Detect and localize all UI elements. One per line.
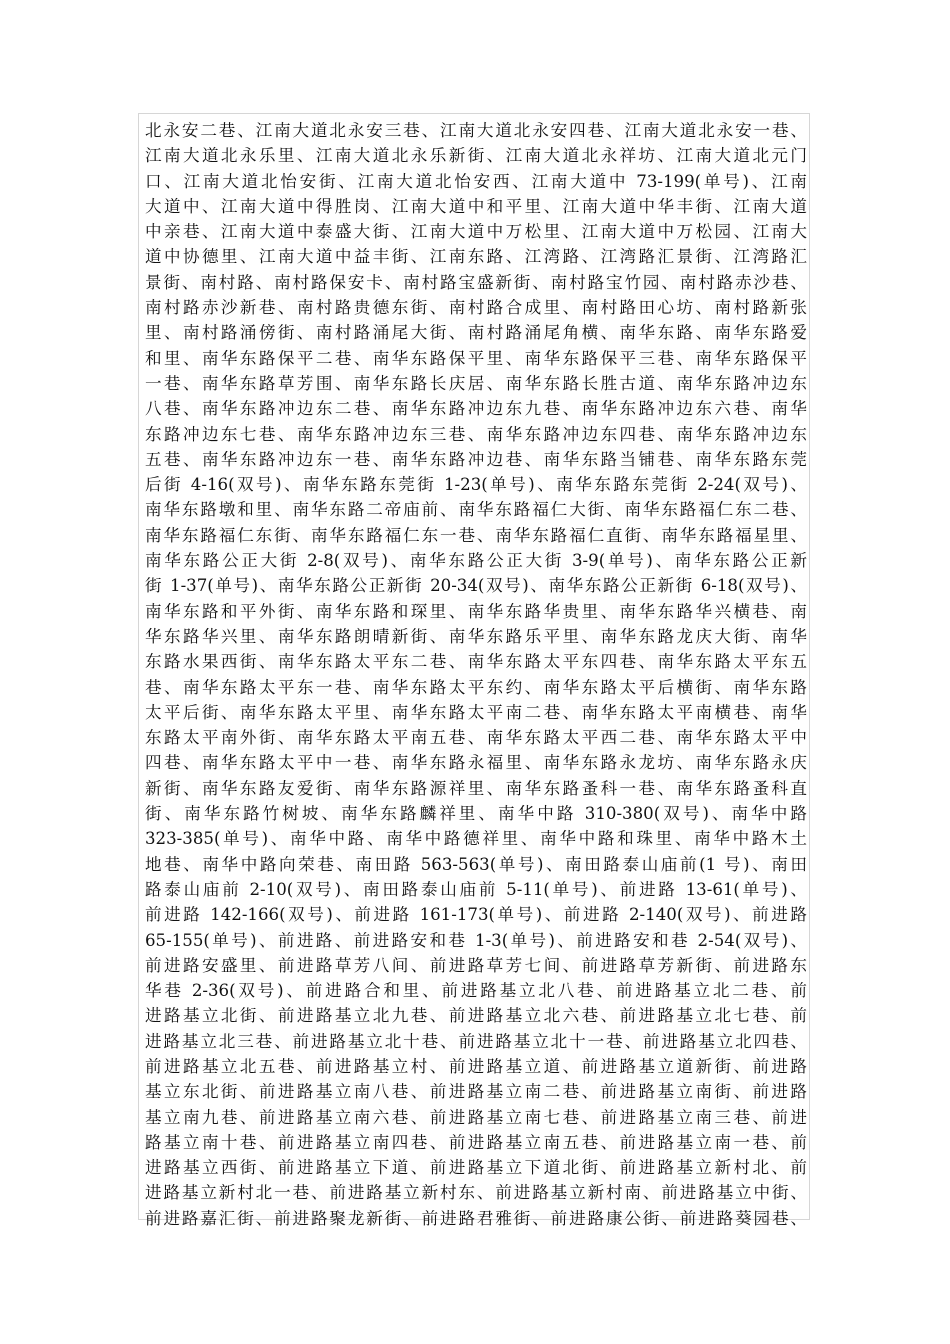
text-line-29: 323-385(单号)、南华中路、南华中路德祥里、南华中路和珠里、南华中路木土 [145, 829, 807, 849]
text-line-33: 65-155(单号)、前进路、前进路安和巷 1-3(单号)、前进路安和巷 2-54(双号)、 [145, 930, 807, 950]
document-body [145, 118, 807, 1231]
text-line-18: 南华东路公正大街 2-8(双号)、南华东路公正大街 3-9(单号)、南华东路公正新 [145, 551, 807, 571]
text-line-22: 东路水果西街、南华东路太平东二巷、南华东路太平东四巷、南华东路太平东五 [145, 652, 807, 672]
text-line-44: 前进路嘉汇街、前进路聚龙新街、前进路君雅街、前进路康公街、前进路葵园巷、 [145, 1208, 807, 1228]
text-line-14: 五巷、南华东路冲边东一巷、南华东路冲边巷、南华东路当铺巷、南华东路东莞 [145, 449, 807, 469]
text-line-10: 和里、南华东路保平二巷、南华东路保平里、南华东路保平三巷、南华东路保平 [145, 348, 807, 368]
text-line-7: 景街、南村路、南村路保安卡、南村路宝盛新街、南村路宝竹园、南村路赤沙巷、 [145, 272, 807, 292]
text-line-26: 四巷、南华东路太平中一巷、南华东路永福里、南华东路永龙坊、南华东路永庆 [145, 753, 807, 773]
text-line-36: 进路基立北街、前进路基立北九巷、前进路基立北六巷、前进路基立北七巷、前 [145, 1006, 807, 1026]
text-line-23: 巷、南华东路太平东一巷、南华东路太平东约、南华东路太平后横街、南华东路 [145, 677, 807, 697]
text-line-30: 地巷、南华中路向荣巷、南田路 563-563(单号)、南田路泰山庙前(1 号)、南田 [145, 854, 807, 874]
text-line-32: 前进路 142-166(双号)、前进路 161-173(单号)、前进路 2-140(双号)、前进路 [145, 905, 807, 925]
text-line-38: 前进路基立北五巷、前进路基立村、前进路基立道、前进路基立道新街、前进路 [145, 1056, 807, 1076]
text-line-24: 太平后街、南华东路太平里、南华东路太平南二巷、南华东路太平南横巷、南华 [145, 702, 807, 722]
text-line-41: 路基立南十巷、前进路基立南四巷、前进路基立南五巷、前进路基立南一巷、前 [145, 1132, 807, 1152]
text-line-3: 口、江南大道北怡安街、江南大道北怡安西、江南大道中 73-199(单号)、江南 [145, 171, 807, 191]
text-line-15: 后街 4-16(双号)、南华东路东莞街 1-23(单号)、南华东路东莞街 2-24(双号)、 [145, 475, 807, 495]
text-line-17: 南华东路福仁东街、南华东路福仁东一巷、南华东路福仁直街、南华东路福星里、 [145, 525, 807, 545]
text-line-19: 街 1-37(单号)、南华东路公正新街 20-34(双号)、南华东路公正新街 6-18(双号)、 [145, 576, 807, 596]
text-line-6: 道中协德里、江南大道中益丰街、江南东路、江湾路、江湾路汇景街、江湾路汇 [145, 247, 807, 267]
text-line-37: 进路基立北三巷、前进路基立北十巷、前进路基立北十一巷、前进路基立北四巷、 [145, 1031, 807, 1051]
text-line-5: 中亲巷、江南大道中泰盛大街、江南大道中万松里、江南大道中万松园、江南大 [145, 222, 807, 242]
text-line-9: 里、南村路涌傍街、南村路涌尾大街、南村路涌尾角横、南华东路、南华东路爱 [145, 323, 807, 343]
text-line-16: 南华东路墩和里、南华东路二帝庙前、南华东路福仁大街、南华东路福仁东二巷、 [145, 500, 807, 520]
text-line-39: 基立东北街、前进路基立南八巷、前进路基立南二巷、前进路基立南街、前进路 [145, 1082, 807, 1102]
text-line-31: 路泰山庙前 2-10(双号)、南田路泰山庙前 5-11(单号)、前进路 13-61(单号)、 [145, 879, 807, 899]
text-line-13: 东路冲边东七巷、南华东路冲边东三巷、南华东路冲边东四巷、南华东路冲边东 [145, 424, 807, 444]
text-line-20: 南华东路和平外街、南华东路和琛里、南华东路华贵里、南华东路华兴横巷、南 [145, 601, 807, 621]
text-line-40: 基立南九巷、前进路基立南六巷、前进路基立南七巷、前进路基立南三巷、前进 [145, 1107, 807, 1127]
text-line-35: 华巷 2-36(双号)、前进路合和里、前进路基立北八巷、前进路基立北二巷、前 [145, 981, 807, 1001]
text-line-4: 大道中、江南大道中得胜岗、江南大道中和平里、江南大道中华丰街、江南大道 [145, 196, 807, 216]
text-line-12: 八巷、南华东路冲边东二巷、南华东路冲边东九巷、南华东路冲边东六巷、南华 [145, 399, 807, 419]
text-line-42: 进路基立西街、前进路基立下道、前进路基立下道北街、前进路基立新村北、前 [145, 1158, 807, 1178]
text-line-25: 东路太平南外街、南华东路太平南五巷、南华东路太平西二巷、南华东路太平中 [145, 728, 807, 748]
text-line-1: 北永安二巷、江南大道北永安三巷、江南大道北永安四巷、江南大道北永安一巷、 [145, 121, 807, 140]
text-line-21: 华东路华兴里、南华东路朗晴新街、南华东路乐平里、南华东路龙庆大街、南华 [145, 626, 807, 646]
text-line-2: 江南大道北永乐里、江南大道北永乐新街、江南大道北永祥坊、江南大道北元门 [145, 146, 807, 166]
text-line-11: 一巷、南华东路草芳围、南华东路长庆居、南华东路长胜古道、南华东路冲边东 [145, 373, 807, 393]
text-line-43: 进路基立新村北一巷、前进路基立新村东、前进路基立新村南、前进路基立中街、 [145, 1183, 807, 1203]
text-line-8: 南村路赤沙新巷、南村路贵德东街、南村路合成里、南村路田心坊、南村路新张 [145, 298, 807, 318]
text-line-34: 前进路安盛里、前进路草芳八间、前进路草芳七间、前进路草芳新街、前进路东 [145, 955, 807, 975]
text-line-28: 街、南华东路竹树坡、南华东路麟祥里、南华中路 310-380(双号)、南华中路 [145, 804, 807, 824]
text-line-27: 新街、南华东路友爱街、南华东路源祥里、南华东路蚤科一巷、南华东路蚤科直 [145, 778, 807, 798]
